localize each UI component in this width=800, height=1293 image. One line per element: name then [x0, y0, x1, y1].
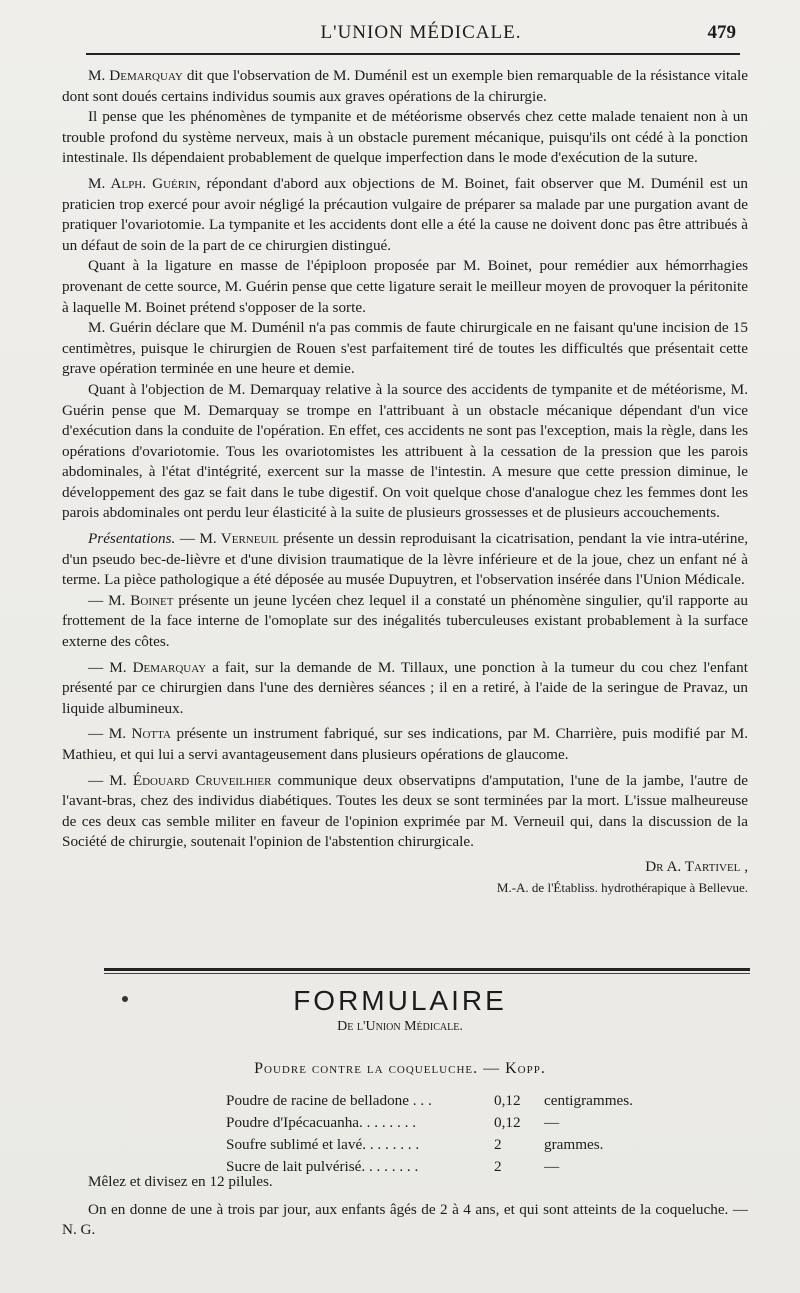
speaker-name: — M. Édouard Cruveilhier	[88, 771, 272, 789]
paragraph	[62, 66, 748, 107]
paragraph	[62, 771, 748, 853]
paragraph-text: dit que l'observation de M. Duménil est un exemple bien remarquable de la résistance vitale dont sont doués certains individus soumis aux graves opérations de la chirurgie.	[62, 67, 748, 105]
ingredient-qty: 0,12	[494, 1114, 521, 1131]
running-title: L'UNION MÉDICALE.	[320, 22, 522, 43]
dosage-instruction: On en donne de une à trois par jour, aux enfants âgés de 2 à 4 ans, et qui sont atteints de la coqueluche. — N. G.	[62, 1200, 748, 1239]
ingredient-table	[226, 1092, 694, 1180]
ingredient-qty: 2	[494, 1158, 502, 1175]
ingredient-unit: —	[544, 1158, 560, 1175]
table-row	[226, 1092, 694, 1114]
paragraph-text: présente un jeune lycéen chez lequel il a constaté un phénomène singulier, qu'il rapporte au frottement de la face interne de l'omoplate sur des inégalités tuberculeuses existant probablement à la surface externe des côtes.	[62, 591, 748, 651]
paragraph: Quant à l'objection de M. Demarquay relative à la source des accidents de tympanite et de météorisme, M. Guérin pense que M. Demarquay se trompe en l'attribuant à un obstacle mécanique dépendant d'un vice d'exécution dans la conduite de l'opération. En effet, ces accidents ne sont pas l'exception, mais la règle, dans les opérations d'ovariotomie. Tous les ovariotomistes les attribuent à la cessation de la pression que les parois abdominales, à l'état d'intégrité, exercent sur la masse de l'intestin. A mesure que cette pression diminue, le développement des gaz se fait dans le tube digestif. On voit quelque chose d'analogue chez les femmes dont les parois abdominales ont perdu leur élasticité à la suite de plusieurs grossesses et de plusieurs accouchements.	[62, 380, 748, 522]
speaker-name: — M. Demarquay	[88, 658, 207, 676]
speaker-name: M. Demarquay	[88, 67, 183, 84]
header-rule	[86, 53, 740, 55]
author-signature: Dr A. Tartivel ,	[645, 857, 748, 875]
article-body	[62, 66, 748, 898]
speaker-name: — M. Notta	[88, 725, 171, 743]
paragraph	[62, 529, 748, 591]
page-header	[86, 22, 756, 52]
mix-instruction: Mêlez et divisez en 12 pilules.	[88, 1173, 273, 1190]
ingredient-qty: 0,12	[494, 1092, 521, 1109]
ingredient-name: Sucre de lait pulvérisé. . . . . . . .	[226, 1158, 419, 1175]
author-affiliation: M.-A. de l'Établiss. hydrothérapique à Bellevue.	[496, 879, 748, 895]
ingredient-name: Poudre d'Ipécacuanha. . . . . . . .	[226, 1114, 416, 1131]
paragraph-text: a fait, sur la demande de M. Tillaux, une ponction à la tumeur du cou chez l'enfant présenté par ce chirurgien dans l'une des dernières séances ; il en a retiré, à l'aide de la seringue de Pravaz, un liquide albumineux.	[62, 658, 748, 717]
formulaire-subtitle: De l'Union Médicale.	[337, 1019, 463, 1034]
paragraph: M. Guérin déclare que M. Duménil n'a pas commis de faute chirurgicale en ne faisant qu'une incision de 15 centimètres, puisque le chirurgien de Rouen s'est parfaitement tiré de toutes les difficultés que présentait cette grave opération terminée en une heure et demie.	[62, 319, 748, 378]
paragraph: Quant à la ligature en masse de l'épiploon proposée par M. Boinet, pour remédier aux hémorrhagies provenant de cette source, M. Guérin pense que cette ligature serait le meilleur moyen de provoquer la péritonite à laquelle M. Boinet prétend s'opposer de la sorte.	[62, 257, 748, 316]
table-row	[226, 1114, 694, 1136]
paragraph	[62, 591, 748, 653]
table-row	[226, 1136, 694, 1158]
speaker-name: M. Alph. Guérin	[88, 174, 197, 192]
paragraph	[62, 658, 748, 720]
paragraph-text: , répondant d'abord aux objections de M. Boinet, fait observer que M. Duménil est un praticien trop exercé pour avoir négligé la précaution vulgaire de préparer sa malade par une purgation avant de pratiquer l'ovariotomie. La tympanite et les accidents dont elle a été la cause ne doivent donc pas être attribués à un défaut de soin de la part de ce chirurgien distingué.	[62, 174, 748, 254]
formulaire-title: FORMULAIRE	[293, 985, 507, 1016]
paragraph	[62, 724, 748, 765]
section-lead: Présentations.	[88, 530, 176, 548]
ingredient-qty: 2	[494, 1136, 502, 1153]
section-divider-thin	[104, 973, 750, 974]
recipe-title: Poudre contre la coqueluche. — Kopp.	[254, 1060, 546, 1077]
paragraph	[62, 174, 748, 256]
ingredient-unit: centigrammes.	[544, 1092, 633, 1109]
ingredient-name: Soufre sublimé et lavé. . . . . . . .	[226, 1136, 420, 1153]
signature-block	[62, 857, 748, 898]
recipe-instructions	[62, 1172, 748, 1241]
page-number: 479	[707, 22, 736, 43]
paragraph-text: présente un dessin reproduisant la cicatrisation, pendant la vie intra-utérine, d'un pseudo bec-de-lièvre et d'une division traumatique de la lèvre inférieure et de la joue, chez un enfant né à terme. La pièce pathologique a été déposée au musée Dupuytren, et l'observation insérée dans l'Union Médicale.	[62, 530, 749, 589]
paragraph-text: présente un instrument fabriqué, sur ses indications, par M. Charrière, puis modifié par M. Mathieu, et qui lui a servi avantageusement dans plusieurs opérations de glaucome.	[62, 725, 748, 763]
paragraph-text: communique deux observatipns d'amputation, l'une de la jambe, l'autre de l'avant-bras, chez des individus diabétiques. Toutes les deux se sont terminées par la mort. L'issue malheureuse de ces deux cas semble militer en faveur de l'opinion exprimée par M. Verneuil qui, dans la discussion de la Société de chirurgie, soutenait l'opinion de l'abstention chirurgicale.	[62, 771, 748, 851]
ingredient-name: Poudre de racine de belladone . . .	[226, 1092, 432, 1109]
ingredient-unit: —	[544, 1114, 560, 1131]
speaker-name: — M. Boinet	[88, 591, 174, 609]
section-divider	[104, 968, 750, 971]
speaker-name: — M. Verneuil	[179, 530, 279, 548]
ingredient-unit: grammes.	[544, 1136, 604, 1153]
paragraph: Il pense que les phénomènes de tympanite et de météorisme observés chez cette malade tenaient non à un trouble profond du système nerveux, mais à un obstacle purement mécanique, puisqu'ils ont cédé à la ponction intestinale. Ils dépendaient probablement de quelque imperfection dans le mode d'exécution de la suture.	[62, 108, 748, 167]
